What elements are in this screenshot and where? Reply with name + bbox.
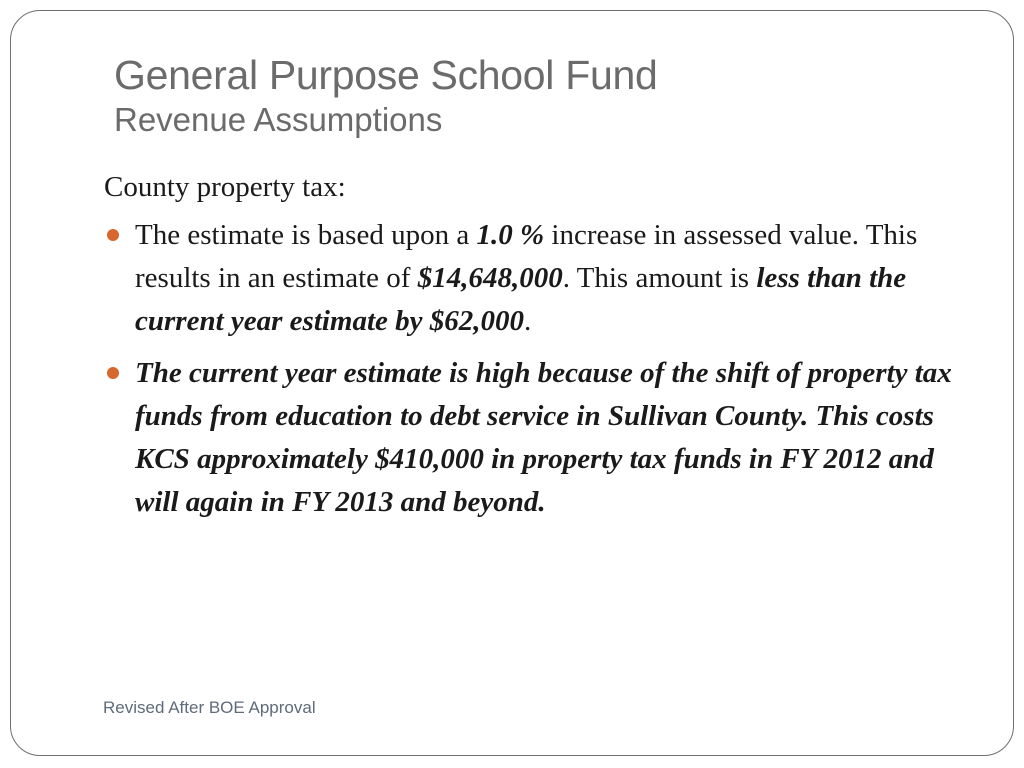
bullet-item-shift [104, 352, 964, 524]
bullet1-text-4: . [524, 305, 532, 337]
bullet1-difference: less than the current year estimate by $62,000 [135, 262, 907, 337]
footer-note: Revised After BOE Approval [103, 698, 316, 717]
bullet1-text-1: The estimate is based upon a [135, 219, 477, 251]
lead-text: County property tax: [104, 171, 346, 203]
title-subtitle: Revenue Assumptions [114, 101, 443, 139]
bullet2-text: The current year estimate is high because of the shift of property tax funds from education to debt service in Sullivan County. This costs KCS approximately $410,000 in property tax funds in FY 2012 and will again in FY 2013 and beyond. [135, 357, 952, 518]
bullet-dot-icon [107, 367, 119, 379]
title-main: General Purpose School Fund [114, 52, 658, 98]
bullet1-text-2: increase in assessed value. This results in an estimate of [135, 219, 918, 294]
bullet-list [104, 214, 964, 524]
bullet1-amount: $14,648,000 [417, 262, 563, 294]
slide-title [114, 51, 657, 140]
bullet1-percent: 1.0 % [476, 219, 545, 251]
bullet1-text-3: . This amount is [562, 262, 757, 294]
bullet-item-estimate [104, 214, 964, 343]
slide-content [104, 166, 964, 533]
bullet-dot-icon [107, 229, 119, 241]
